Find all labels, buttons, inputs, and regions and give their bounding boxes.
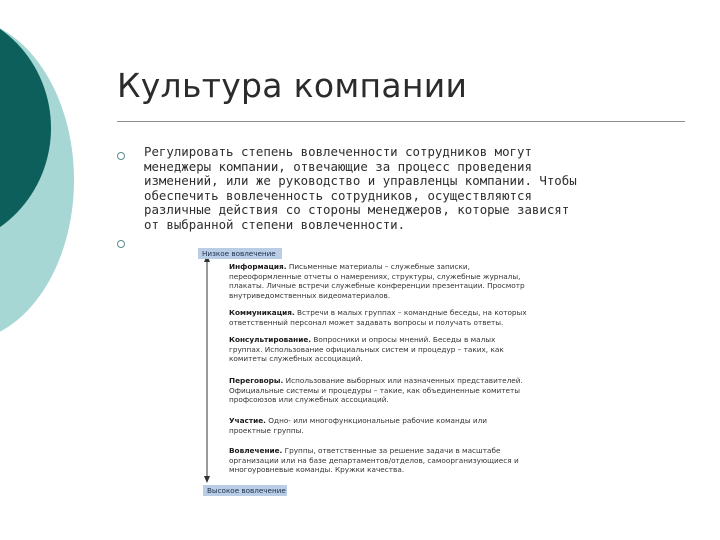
bullet-circle-icon [117, 152, 125, 160]
level-consultation [229, 335, 529, 364]
level-text: Вопросники и опросы мнений. Беседы в малых группах. Использование официальных систем и процедур – таких, как комитеты служебных ассоциаций. [229, 335, 504, 364]
level-name: Вовлечение. [229, 446, 283, 455]
title-divider [117, 121, 685, 122]
low-involvement-label: Низкое вовлечение [198, 248, 282, 259]
level-involvement [229, 446, 529, 475]
level-text: Письменные материалы – служебные записки, переоформленные отчеты о намерениях, структуры, служебные журналы, плакаты. Личные встречи служебные конференции презентации. Просмотр внутриведомственных видеоматериалов. [229, 262, 525, 300]
level-text: Одно- или многофункциональные рабочие команды или проектные группы. [229, 416, 488, 435]
level-name: Коммуникация. [229, 308, 295, 317]
level-negotiation [229, 376, 529, 405]
scale-arrow-head-bottom [204, 476, 210, 483]
level-text: Группы, ответственные за решение задачи в масштабе организации или на базе департаментов/отделов, самоорганизующиеся и многоуровневые команды. Кружки качества. [229, 446, 519, 475]
level-text: Использование выборных или назначенных представителей. Официальные системы и процедуры – такие, как объединенные комитеты профсоюзов или служебных ассоциаций. [229, 376, 523, 405]
level-name: Участие. [229, 416, 266, 425]
bullet-circle-icon [117, 240, 125, 248]
level-name: Информация. [229, 262, 287, 271]
level-name: Консультирование. [229, 335, 312, 344]
high-involvement-label: Высокое вовлечение [203, 485, 287, 496]
slide-title: Культура компании [117, 66, 468, 105]
level-text: Встречи в малых группах – командные беседы, на которых ответственный персонал может задавать вопросы и получать ответы. [229, 308, 527, 327]
body-paragraph: Регулировать степень вовлеченности сотрудников могут менеджеры компании, отвечающие за процесс проведения изменений, или же руководство и управленцы компании. Чтобы обеспечить вовлеченность сотрудников, осуществляются различные действия со стороны менеджеров, которые зависят от выбранной степени вовлеченности. [144, 144, 577, 232]
level-name: Переговоры. [229, 376, 284, 385]
level-communication [229, 308, 529, 327]
level-participation [229, 416, 529, 435]
level-information [229, 262, 529, 300]
